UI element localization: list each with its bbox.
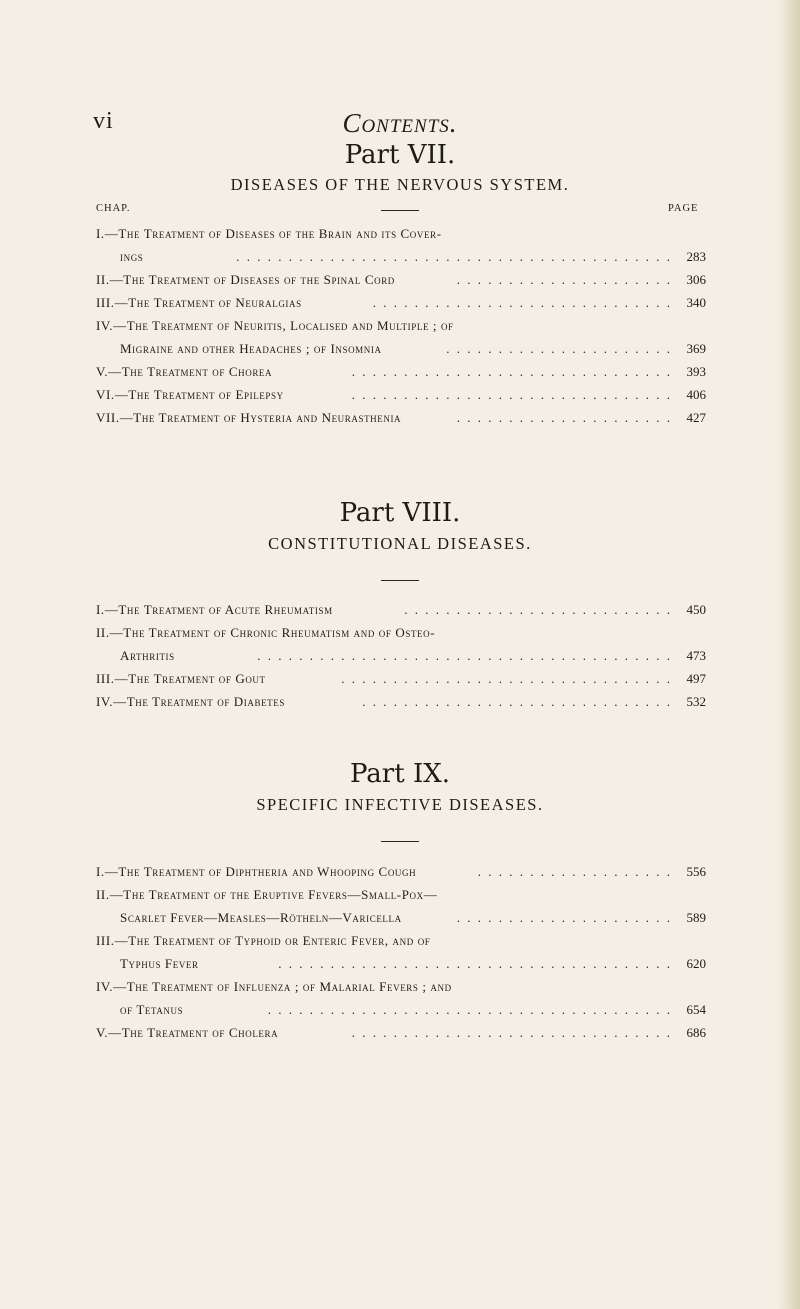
dot-leader: . . . . . . . . . . . . . . . . . . . . . . . . . . . . . . . . (341, 671, 670, 686)
dot-leader: . . . . . . . . . . . . . . . . . . . . . . . . . . . . . . . (351, 364, 670, 379)
part-title: Part VII. (344, 140, 456, 170)
toc-entry-continuation (120, 1002, 706, 1024)
entry-title: III.—The Treatment of Typhoid or Enteric Fever, and of (96, 933, 431, 948)
part-title: Part VIII. (339, 498, 461, 528)
entry-title: IV.—The Treatment of Neuritis, Localised and Multiple ; of (96, 318, 454, 333)
toc-entry (96, 671, 706, 693)
page-number: 450 (686, 602, 706, 617)
entry-title: IV.—The Treatment of Influenza ; of Malarial Fevers ; and (96, 979, 452, 994)
page-number: 654 (686, 1002, 706, 1017)
dot-leader: . . . . . . . . . . . . . . . . . . . . . . . . . . (404, 602, 670, 617)
dot-leader: . . . . . . . . . . . . . . . . . . . . . . . . . . . . . . . . . . . . . . . . (257, 648, 670, 663)
entry-title-continuation: Arthritis (120, 648, 175, 663)
dot-leader: . . . . . . . . . . . . . . . . . . . . . . . . . . . . . . . (351, 1025, 670, 1040)
page-folio: vi (93, 108, 114, 134)
chap-column-label: CHAP. (96, 203, 131, 214)
entry-title: II.—The Treatment of Chronic Rheumatism and of Osteo- (96, 625, 436, 640)
section-title: CONSTITUTIONAL DISEASES. (268, 534, 532, 553)
toc-entry (96, 887, 706, 909)
entry-title: VI.—The Treatment of Epilepsy (96, 387, 284, 402)
entry-title: I.—The Treatment of Diseases of the Brain and its Cover- (96, 226, 442, 241)
running-title: Contents. (342, 108, 458, 138)
page-number: 497 (686, 671, 706, 686)
toc-entry (96, 979, 706, 1001)
entry-title: I.—The Treatment of Acute Rheumatism (96, 602, 333, 617)
page-number: 340 (686, 295, 706, 310)
toc-entry (96, 318, 706, 340)
entry-title: V.—The Treatment of Cholera (96, 1025, 279, 1040)
entry-title: VII.—The Treatment of Hysteria and Neurasthenia (96, 410, 402, 425)
dot-leader: . . . . . . . . . . . . . . . . . . . . . . . . . . . . . . . . . . . . . . . . . . (236, 249, 670, 264)
page-number: 393 (686, 364, 706, 379)
entry-title: V.—The Treatment of Chorea (96, 364, 273, 379)
running-head (0, 108, 800, 138)
entry-title: I.—The Treatment of Diphtheria and Whooping Cough (96, 864, 417, 879)
page-number: 620 (686, 956, 706, 971)
entry-title-continuation: Migraine and other Headaches ; of Insomnia (120, 341, 382, 356)
page-number: 686 (686, 1025, 706, 1040)
entry-title: II.—The Treatment of Diseases of the Spinal Cord (96, 272, 395, 287)
entry-title: IV.—The Treatment of Diabetes (96, 694, 285, 709)
dot-leader: . . . . . . . . . . . . . . . . . . . . . . . . . . . . . . . . . . . . . . (278, 956, 670, 971)
dot-leader: . . . . . . . . . . . . . . . . . . . . . . . . . . . . . . . (351, 387, 670, 402)
dot-leader: . . . . . . . . . . . . . . . . . . . . . . . . . . . . . . . . . . . . . . . (267, 1002, 670, 1017)
toc-entry-continuation (120, 249, 706, 271)
toc-entry (96, 933, 706, 955)
page-number: 556 (686, 864, 706, 879)
entry-title-continuation: of Tetanus (120, 1002, 184, 1017)
page-number: 427 (686, 410, 706, 425)
toc-entry (96, 625, 706, 647)
section-rule (381, 210, 419, 211)
toc-entry (96, 272, 706, 294)
toc-entry (96, 364, 706, 386)
toc-entry (96, 1025, 706, 1047)
toc-entry-continuation (120, 910, 706, 932)
dot-leader: . . . . . . . . . . . . . . . . . . . (477, 864, 670, 879)
toc-entry-continuation (120, 341, 706, 363)
section-title: DISEASES OF THE NERVOUS SYSTEM. (230, 175, 570, 194)
dot-leader: . . . . . . . . . . . . . . . . . . . . . (456, 272, 670, 287)
part-title: Part IX. (349, 759, 450, 789)
page-number: 532 (686, 694, 706, 709)
toc-entry-continuation (120, 648, 706, 670)
toc-entry (96, 864, 706, 886)
entry-title-continuation: Typhus Fever (120, 956, 199, 971)
page-edge-shadow (778, 0, 800, 1309)
toc-entry (96, 295, 706, 317)
page-number: 473 (686, 648, 706, 663)
toc-entry (96, 694, 706, 716)
toc-entry (96, 602, 706, 624)
page-number: 406 (686, 387, 706, 402)
toc-entry (96, 387, 706, 409)
section-rule (381, 580, 419, 581)
entry-title: III.—The Treatment of Neuralgias (96, 295, 302, 310)
entry-title: II.—The Treatment of the Eruptive Fevers—Small-Pox— (96, 887, 438, 902)
page-number: 589 (686, 910, 706, 925)
dot-leader: . . . . . . . . . . . . . . . . . . . . . (456, 410, 670, 425)
toc-entry (96, 226, 706, 248)
toc-entry (96, 410, 706, 432)
dot-leader: . . . . . . . . . . . . . . . . . . . . . . (446, 341, 670, 356)
dot-leader: . . . . . . . . . . . . . . . . . . . . . . . . . . . . . (372, 295, 670, 310)
page-number: 369 (686, 341, 706, 356)
dot-leader: . . . . . . . . . . . . . . . . . . . . . (456, 910, 670, 925)
toc-entry-continuation (120, 956, 706, 978)
section-rule (381, 841, 419, 842)
page-column-label: PAGE (668, 203, 699, 214)
dot-leader: . . . . . . . . . . . . . . . . . . . . . . . . . . . . . . (362, 694, 670, 709)
page-number: 283 (686, 249, 706, 264)
entry-title-continuation: Scarlet Fever—Measles—Rötheln—Varicella (120, 910, 402, 925)
entry-title-continuation: ings (120, 249, 144, 264)
entry-title: III.—The Treatment of Gout (96, 671, 266, 686)
section-title: SPECIFIC INFECTIVE DISEASES. (256, 795, 544, 814)
page-number: 306 (686, 272, 706, 287)
